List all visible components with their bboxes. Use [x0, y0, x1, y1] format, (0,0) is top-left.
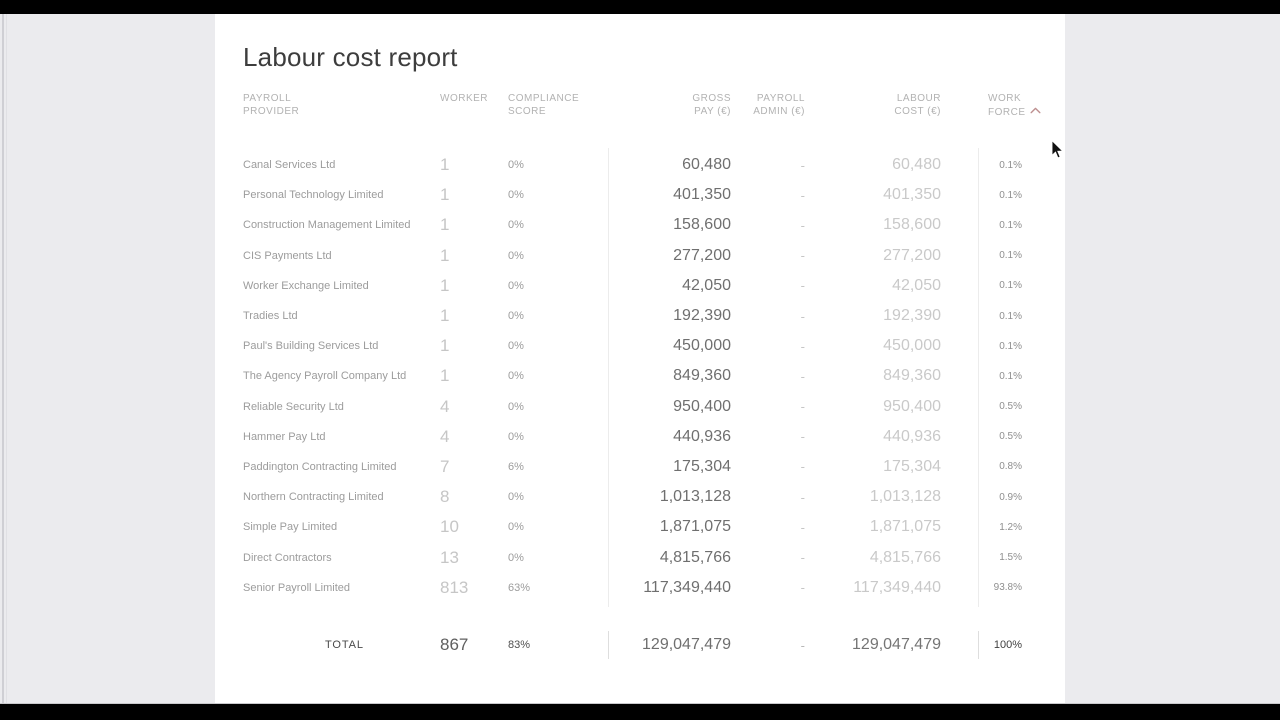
total-column-divider [978, 631, 979, 659]
table-row[interactable] [215, 392, 1065, 422]
header-line: GROSS [692, 93, 731, 104]
app-viewport [0, 14, 1280, 704]
labour-cost-cell: 1,013,128 [869, 488, 941, 506]
labour-cost-cell: 450,000 [883, 337, 941, 355]
table-row[interactable] [215, 331, 1065, 361]
worker-count-cell: 1 [440, 185, 450, 205]
report-panel [215, 14, 1065, 704]
payroll-admin-cell: - [800, 338, 805, 354]
gross-pay-cell: 158,600 [673, 216, 731, 234]
header-line: PAYROLL [243, 93, 292, 104]
gross-pay-cell: 950,400 [673, 397, 731, 415]
provider-cell: Reliable Security Ltd [243, 400, 344, 413]
payroll-admin-cell: - [800, 248, 805, 264]
total-labour-cost: 129,047,479 [852, 636, 941, 653]
workforce-percent-cell: 0.5% [999, 401, 1022, 413]
labour-cost-cell: 849,360 [883, 367, 941, 385]
window-edge-line [2, 14, 4, 704]
gross-pay-cell: 277,200 [673, 246, 731, 264]
payroll-admin-cell: - [800, 550, 805, 566]
header-line: SCORE [508, 106, 547, 117]
payroll-admin-cell: - [800, 157, 805, 173]
provider-cell: Simple Pay Limited [243, 521, 338, 534]
provider-cell: Worker Exchange Limited [243, 279, 369, 292]
workforce-percent-cell: 0.1% [999, 310, 1022, 322]
table-row[interactable] [215, 512, 1065, 542]
letterbox-bottom-bar [0, 704, 1280, 720]
total-compliance-score: 83% [508, 639, 531, 651]
provider-cell: Canal Services Ltd [243, 159, 336, 172]
total-row [215, 628, 1065, 662]
payroll-admin-cell: - [800, 278, 805, 294]
compliance-score-cell: 6% [508, 460, 524, 473]
payroll-admin-cell: - [800, 308, 805, 324]
mouse-cursor-icon [1051, 140, 1065, 160]
gross-pay-cell: 4,815,766 [659, 548, 731, 566]
payroll-admin-cell: - [800, 519, 805, 535]
compliance-score-cell: 0% [508, 340, 524, 353]
worker-count-cell: 4 [440, 396, 450, 416]
provider-cell: CIS Payments Ltd [243, 249, 332, 262]
payroll-admin-cell: - [800, 429, 805, 445]
labour-cost-cell: 1,871,075 [869, 518, 941, 536]
chevron-up-icon [1030, 105, 1041, 118]
payroll-admin-cell: - [800, 187, 805, 203]
page-title: Labour cost report [243, 42, 458, 72]
payroll-admin-cell: - [800, 399, 805, 415]
labour-cost-cell: 277,200 [883, 246, 941, 264]
payroll-admin-cell: - [800, 580, 805, 596]
column-header-payroll-provider[interactable] [243, 92, 299, 118]
compliance-score-cell: 0% [508, 430, 524, 443]
provider-cell: Personal Technology Limited [243, 189, 384, 202]
labour-cost-cell: 117,349,440 [853, 578, 941, 596]
compliance-score-cell: 63% [508, 581, 531, 594]
worker-count-cell: 1 [440, 245, 450, 265]
table-row[interactable] [215, 210, 1065, 240]
table-row[interactable] [215, 241, 1065, 271]
workforce-percent-cell: 93.8% [993, 582, 1022, 594]
header-line: FORCE [988, 105, 1041, 119]
payroll-admin-cell: - [800, 489, 805, 505]
window-edge-line [6, 14, 7, 704]
compliance-score-cell: 0% [508, 159, 524, 172]
table-row[interactable] [215, 361, 1065, 391]
header-line: ADMIN (€) [753, 106, 805, 117]
gross-pay-cell: 175,304 [673, 457, 731, 475]
provider-cell: Direct Contractors [243, 551, 332, 564]
worker-count-cell: 13 [440, 547, 459, 567]
gross-pay-cell: 117,349,440 [643, 578, 731, 596]
workforce-percent-cell: 0.1% [999, 189, 1022, 201]
provider-cell: Paul's Building Services Ltd [243, 340, 379, 353]
labour-cost-cell: 192,390 [883, 307, 941, 325]
provider-cell: Paddington Contracting Limited [243, 460, 397, 473]
worker-count-cell: 1 [440, 306, 450, 326]
compliance-score-cell: 0% [508, 219, 524, 232]
worker-count-cell: 7 [440, 456, 450, 476]
table-body [215, 150, 1065, 603]
gross-pay-cell: 401,350 [673, 186, 731, 204]
worker-count-cell: 4 [440, 426, 450, 446]
column-header-labour-cost[interactable] [805, 92, 941, 118]
workforce-percent-cell: 0.1% [999, 159, 1022, 171]
header-line: COST (€) [894, 106, 941, 117]
compliance-score-cell: 0% [508, 249, 524, 262]
total-workforce-percent: 100% [993, 639, 1022, 651]
workforce-percent-cell: 0.1% [999, 340, 1022, 352]
header-line: COMPLIANCE [508, 93, 580, 104]
worker-count-cell: 1 [440, 366, 450, 386]
column-header-worker[interactable] [440, 92, 488, 105]
gross-pay-cell: 42,050 [682, 276, 731, 294]
compliance-score-cell: 0% [508, 400, 524, 413]
compliance-score-cell: 0% [508, 491, 524, 504]
gross-pay-cell: 450,000 [673, 337, 731, 355]
provider-cell: Northern Contracting Limited [243, 491, 384, 504]
provider-cell: Construction Management Limited [243, 219, 411, 232]
worker-count-cell: 1 [440, 336, 450, 356]
provider-cell: Senior Payroll Limited [243, 581, 350, 594]
table-row[interactable] [215, 422, 1065, 452]
workforce-percent-cell: 0.1% [999, 219, 1022, 231]
gross-pay-cell: 1,013,128 [659, 488, 731, 506]
workforce-percent-cell: 1.2% [999, 521, 1022, 533]
labour-cost-cell: 401,350 [883, 186, 941, 204]
gross-pay-cell: 849,360 [673, 367, 731, 385]
total-gross-pay: 129,047,479 [642, 636, 731, 653]
column-header-payroll-admin[interactable] [731, 92, 805, 118]
workforce-percent-cell: 0.1% [999, 370, 1022, 382]
total-payroll-admin: - [800, 637, 805, 653]
worker-count-cell: 1 [440, 155, 450, 175]
worker-count-cell: 813 [440, 577, 469, 597]
header-line: WORK [988, 93, 1022, 104]
payroll-admin-cell: - [800, 459, 805, 475]
payroll-admin-cell: - [800, 217, 805, 233]
column-header-compliance-score[interactable] [508, 92, 579, 118]
column-header-work-force-sorted[interactable] [988, 92, 1041, 119]
labour-cost-cell: 158,600 [883, 216, 941, 234]
workforce-percent-cell: 0.1% [999, 280, 1022, 292]
header-line: PAYROLL [756, 93, 805, 104]
gross-pay-cell: 60,480 [682, 156, 731, 174]
compliance-score-cell: 0% [508, 310, 524, 323]
gross-pay-cell: 440,936 [673, 427, 731, 445]
compliance-score-cell: 0% [508, 551, 524, 564]
labour-cost-cell: 60,480 [892, 156, 941, 174]
provider-cell: Tradies Ltd [243, 310, 298, 323]
workforce-percent-cell: 0.8% [999, 461, 1022, 473]
worker-count-cell: 1 [440, 215, 450, 235]
total-label: TOTAL [325, 639, 364, 651]
compliance-score-cell: 0% [508, 189, 524, 202]
worker-count-cell: 8 [440, 487, 450, 507]
compliance-score-cell: 0% [508, 279, 524, 292]
worker-count-cell: 1 [440, 275, 450, 295]
worker-count-cell: 10 [440, 517, 459, 537]
compliance-score-cell: 0% [508, 521, 524, 534]
table-row[interactable] [215, 573, 1065, 603]
header-line: PROVIDER [243, 106, 300, 117]
workforce-percent-cell: 0.9% [999, 491, 1022, 503]
header-line: LABOUR [896, 93, 941, 104]
provider-cell: Hammer Pay Ltd [243, 430, 326, 443]
header-line: WORKER [440, 93, 488, 104]
provider-cell: The Agency Payroll Company Ltd [243, 370, 407, 383]
table-row[interactable] [215, 150, 1065, 180]
total-worker-count: 867 [440, 635, 469, 654]
gross-pay-cell: 192,390 [673, 307, 731, 325]
letterbox-top-bar [0, 0, 1280, 14]
labour-cost-cell: 4,815,766 [869, 548, 941, 566]
table-row[interactable] [215, 301, 1065, 331]
workforce-percent-cell: 0.1% [999, 250, 1022, 262]
table-row[interactable] [215, 271, 1065, 301]
compliance-score-cell: 0% [508, 370, 524, 383]
column-header-gross-pay[interactable] [608, 92, 731, 118]
labour-cost-cell: 42,050 [892, 276, 941, 294]
total-column-divider [608, 631, 609, 659]
workforce-percent-cell: 1.5% [999, 552, 1022, 564]
gross-pay-cell: 1,871,075 [659, 518, 731, 536]
table-row[interactable] [215, 542, 1065, 572]
workforce-percent-cell: 0.5% [999, 431, 1022, 443]
labour-cost-cell: 950,400 [883, 397, 941, 415]
table-row[interactable] [215, 180, 1065, 210]
table-row[interactable] [215, 482, 1065, 512]
header-line: PAY (€) [694, 106, 731, 117]
table-row[interactable] [215, 452, 1065, 482]
labour-cost-cell: 440,936 [883, 427, 941, 445]
payroll-admin-cell: - [800, 368, 805, 384]
labour-cost-cell: 175,304 [883, 457, 941, 475]
